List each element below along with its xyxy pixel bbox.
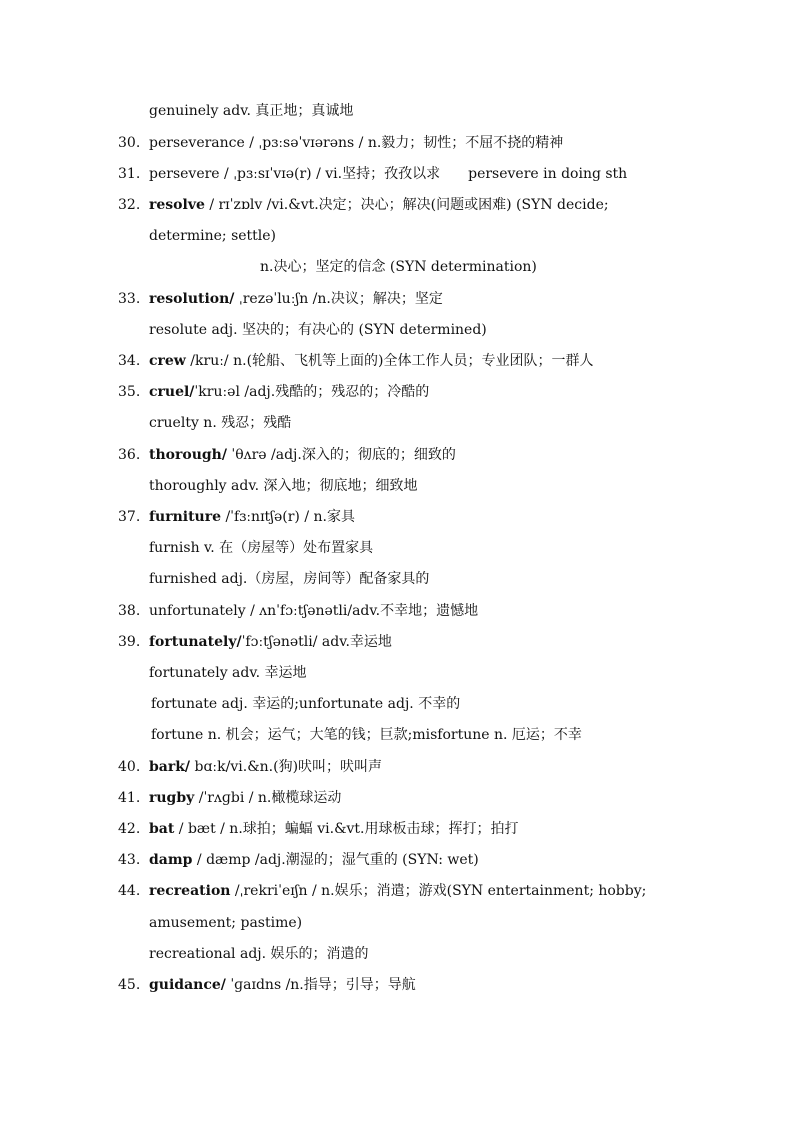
headword: cruel/ <box>149 384 195 400</box>
entry-text: ˈkruːəl /adj.残酷的；残忍的；冷酷的 <box>194 384 430 400</box>
headword: resolution/ <box>149 291 235 307</box>
entry-number: 39. <box>118 634 141 650</box>
entry-continuation: resolute adj. 坚决的；有决心的 (SYN determined) <box>149 322 487 338</box>
entry-text: /kruː/ n.(轮船、飞机等上面的)全体工作人员；专业团队；一群人 <box>185 353 594 369</box>
entry-text: ˈfɔːtʃənətli/ adv.幸运地 <box>241 634 392 650</box>
entry-number: 33. <box>118 291 141 307</box>
entry-continuation: fortune n. 机会；运气；大笔的钱；巨款;misfortune n. 厄运；不幸 <box>151 727 582 743</box>
headword: bark/ <box>149 759 191 775</box>
entry-42 <box>118 818 684 840</box>
headword: bat <box>149 821 175 837</box>
entry-number: 42. <box>118 821 141 837</box>
entry-text: /ˈfɜːnɪtʃə(r) / n.家具 <box>221 509 355 525</box>
entry-number: 43. <box>118 852 141 868</box>
entry-continuation: amusement; pastime) <box>149 915 303 931</box>
entry-text: ˈɡaɪdns /n.指导；引导；导航 <box>225 977 416 993</box>
headword: fortunately/ <box>149 634 242 650</box>
headword: thorough/ <box>149 447 227 463</box>
headword: guidance/ <box>149 977 226 993</box>
entry-text: ˈθʌrə /adj.深入的；彻底的；细致的 <box>226 447 456 463</box>
entry-30 <box>118 132 684 154</box>
entry-text: unfortunately / ʌnˈfɔːtʃənətli/adv.不幸地；遗憾地 <box>149 603 479 619</box>
headword: crew <box>149 353 186 369</box>
entry-33 <box>118 288 684 310</box>
entry-43 <box>118 849 684 871</box>
entry-continuation: furnished adj.（房屋，房间等）配备家具的 <box>149 571 430 587</box>
entry-34 <box>118 350 684 372</box>
entry-continuation: fortunately adv. 幸运地 <box>149 665 307 681</box>
entry-40 <box>118 756 684 778</box>
entry-35 <box>118 381 684 403</box>
headword: resolve <box>149 197 205 213</box>
entry-number: 40. <box>118 759 141 775</box>
entry-36 <box>118 444 684 466</box>
entry-number: 38. <box>118 603 141 619</box>
entry-number: 32. <box>118 197 141 213</box>
entry-44 <box>118 880 684 902</box>
entry-31 <box>118 163 684 185</box>
entry-text: perseverance / ˌpɜːsəˈvɪərəns / n.毅力；韧性；不屈不挠的精神 <box>149 135 564 151</box>
headword: recreation <box>149 883 231 899</box>
entry-number: 31. <box>118 166 141 182</box>
entry-39 <box>118 631 684 653</box>
entry-text: persevere / ˌpɜːsɪˈvɪə(r) / vi.坚持；孜孜以求 persevere in doing sth <box>149 166 628 182</box>
entry-number: 34. <box>118 353 141 369</box>
entry-continuation: furnish v. 在（房屋等）处布置家具 <box>149 540 374 556</box>
entry-text: / rɪˈzɒlv /vi.&vt.决定；决心；解决(问题或困难) (SYN decide; <box>204 197 609 213</box>
entry-37 <box>118 506 684 528</box>
entry-continuation: fortunate adj. 幸运的;unfortunate adj. 不幸的 <box>151 696 461 712</box>
headword: damp <box>149 852 193 868</box>
entry-number: 36. <box>118 447 141 463</box>
entry-continuation: determine; settle) <box>149 228 277 244</box>
entry-number: 35. <box>118 384 141 400</box>
entry-continuation: recreational adj. 娱乐的；消遣的 <box>149 946 369 962</box>
entry-continuation: n.决心；坚定的信念 (SYN determination) <box>260 259 537 275</box>
entry-text: / bæt / n.球拍；蝙蝠 vi.&vt.用球板击球；挥打；拍打 <box>174 821 519 837</box>
entry-text: bɑːk/vi.&n.(狗)吠叫；吠叫声 <box>190 759 383 775</box>
entry-continuation: thoroughly adv. 深入地；彻底地；细致地 <box>149 478 418 494</box>
entry-41 <box>118 787 684 809</box>
entry-text: / dæmp /adj.潮湿的；湿气重的 (SYN: wet) <box>192 852 479 868</box>
headword: furniture <box>149 509 222 525</box>
entry-text: /ˈrʌɡbi / n.橄榄球运动 <box>194 790 342 806</box>
entry-text: /ˌrekriˈeɪʃn / n.娱乐；消遣；游戏(SYN entertainment; hobby; <box>230 883 647 899</box>
entry-text: ˌrezəˈluːʃn /n.决议；解决；坚定 <box>234 291 443 307</box>
entry-38 <box>118 600 684 622</box>
entry-number: 44. <box>118 883 141 899</box>
entry-line: genuinely adv. 真正地；真诚地 <box>149 103 354 119</box>
entry-number: 45. <box>118 977 141 993</box>
entry-number: 30. <box>118 135 141 151</box>
entry-continuation: cruelty n. 残忍；残酷 <box>149 415 292 431</box>
entry-32 <box>118 194 684 216</box>
entry-number: 41. <box>118 790 141 806</box>
entry-45 <box>118 974 684 996</box>
entry-number: 37. <box>118 509 141 525</box>
headword: rugby <box>149 790 195 806</box>
